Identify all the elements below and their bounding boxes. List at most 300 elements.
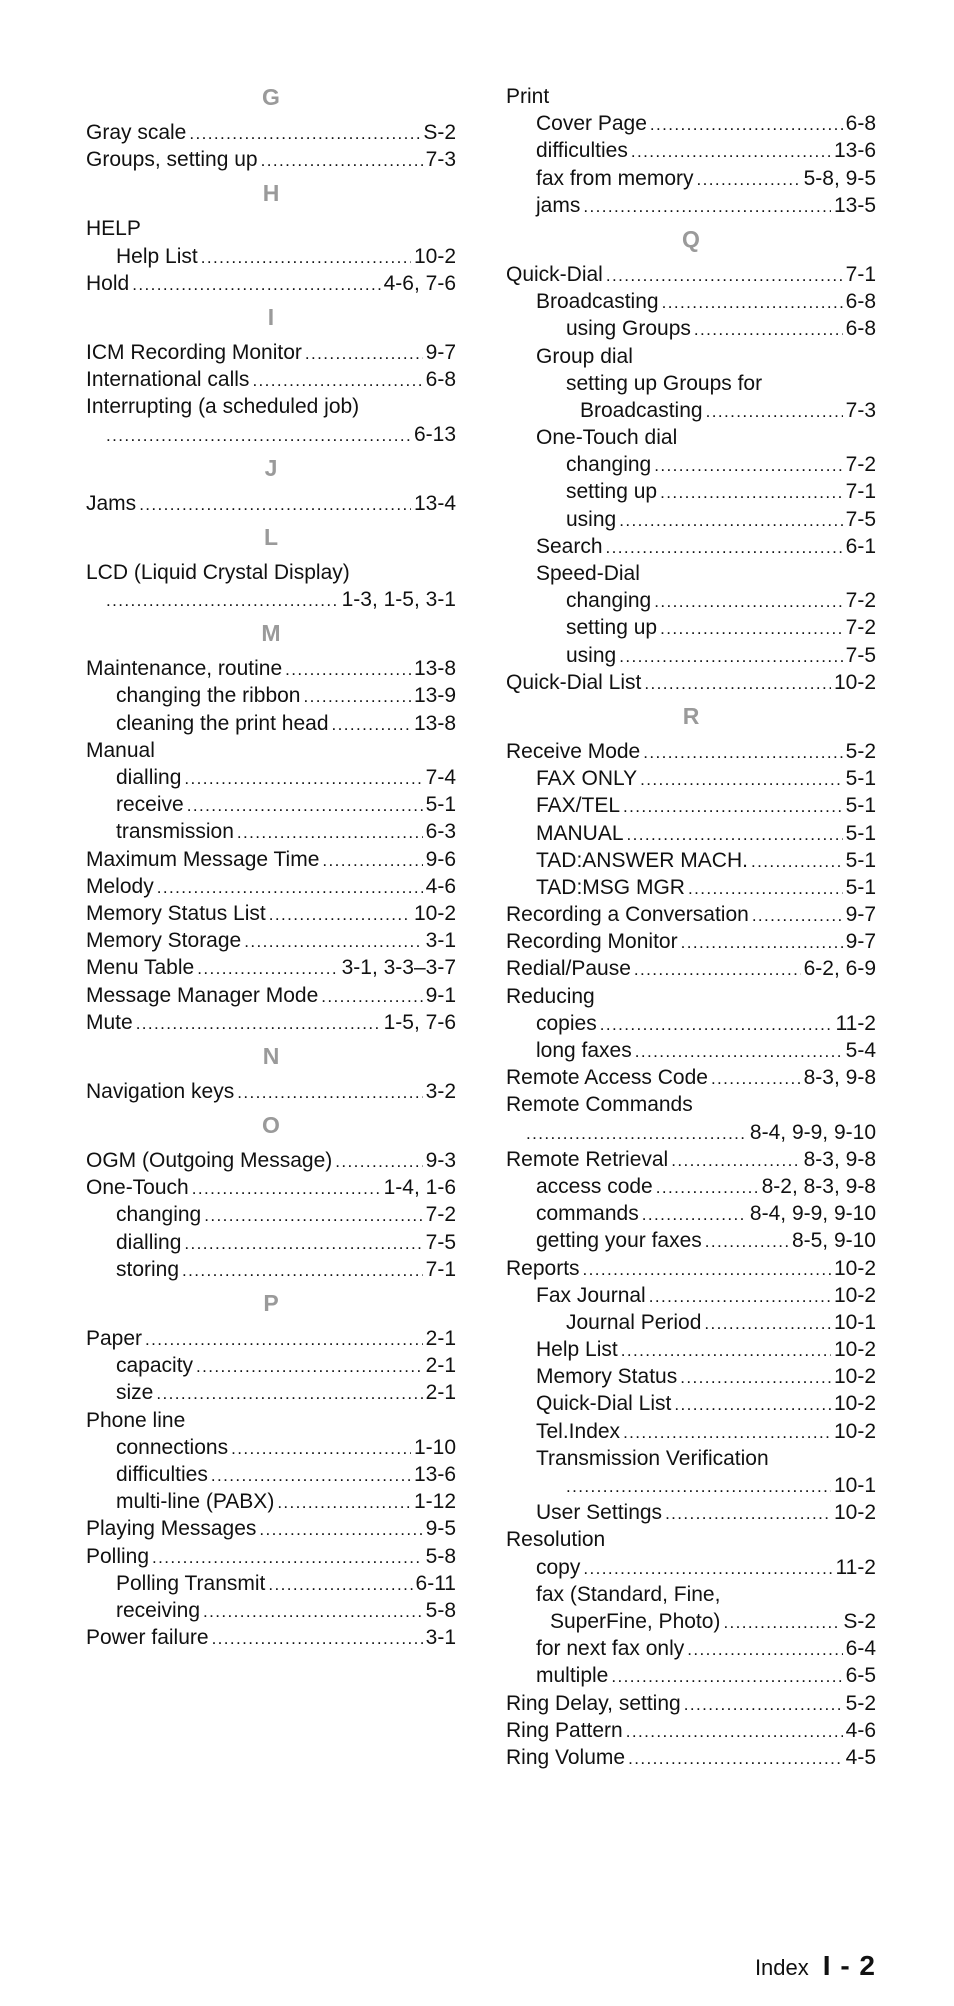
dot-leader: [619, 507, 842, 534]
page-reference: 1-4, 1-6: [383, 1176, 456, 1200]
dot-leader: [182, 1257, 423, 1284]
dot-leader: [600, 1011, 833, 1038]
dot-leader: [704, 1310, 831, 1337]
index-entry: [506, 1662, 876, 1689]
dot-leader: [136, 1010, 381, 1037]
page-reference: 7-4: [425, 766, 456, 789]
index-term: Ring Pattern: [506, 1718, 623, 1742]
page-reference: 7-2: [845, 616, 876, 640]
dot-leader: [628, 1745, 843, 1772]
index-term: Remote Access Code: [506, 1066, 708, 1090]
dot-leader: [211, 1462, 411, 1489]
index-term: copies: [536, 1011, 597, 1035]
page-reference: S-2: [843, 1609, 876, 1633]
index-term: Speed-Dial: [536, 562, 640, 585]
page-reference: 9-7: [425, 340, 456, 364]
index-letter-heading: O: [262, 1112, 280, 1139]
dot-leader: [184, 1230, 422, 1257]
page-reference: 7-1: [425, 1257, 456, 1281]
index-term: commands: [536, 1202, 639, 1226]
page-reference: 10-1: [833, 1310, 876, 1334]
dot-leader: [644, 670, 831, 697]
dot-leader: [268, 1571, 412, 1598]
index-column-left: [86, 83, 456, 1651]
page-reference: 7-2: [845, 589, 876, 613]
index-term: Navigation keys: [86, 1079, 235, 1103]
index-entry: [506, 587, 876, 614]
dot-leader: [269, 901, 411, 928]
index-entry: [506, 1064, 876, 1091]
dot-leader: [662, 289, 843, 316]
index-term: changing: [566, 453, 652, 477]
index-letter-heading: H: [262, 180, 280, 207]
page-reference: 5-8: [425, 1598, 456, 1622]
index-term: One-Touch: [86, 1176, 189, 1200]
page-reference: 1-10: [413, 1435, 456, 1459]
index-term: Phone line: [86, 1408, 186, 1432]
index-letter-heading: Q: [682, 225, 700, 252]
page-footer: [755, 1950, 876, 1982]
page-reference: 11-2: [835, 1011, 876, 1035]
index-entry: [506, 110, 876, 137]
index-entry: [86, 339, 456, 366]
page-reference: 7-1: [845, 262, 876, 286]
index-term: difficulties: [116, 1462, 208, 1486]
index-term: Reports: [506, 1256, 580, 1280]
page-reference: 13-8: [413, 657, 456, 681]
page-reference: 3-1: [425, 1626, 456, 1650]
index-letter-heading: R: [682, 702, 700, 729]
dot-leader: [752, 902, 843, 929]
page-reference: 9-7: [845, 903, 876, 927]
dot-leader: [671, 1147, 800, 1174]
dot-leader: [152, 1544, 423, 1571]
index-letter-heading: P: [263, 1290, 279, 1316]
index-entry: [506, 1227, 876, 1254]
index-term: difficulties: [536, 139, 628, 163]
page-reference: 6-5: [845, 1664, 876, 1688]
index-entry: [86, 954, 456, 981]
page-reference: 8-4, 9-9, 9-10: [749, 1120, 876, 1144]
page-reference: 6-1: [845, 534, 876, 558]
index-term: ICM Recording Monitor: [86, 340, 302, 364]
index-term: storing: [116, 1257, 180, 1281]
index-entry: [506, 1554, 876, 1581]
index-term: Remote Commands: [506, 1093, 693, 1117]
index-term: HELP: [86, 217, 141, 241]
dot-leader: [157, 874, 423, 901]
page-reference: 11-2: [835, 1555, 876, 1579]
dot-leader: [627, 821, 843, 848]
dot-leader: [680, 1364, 831, 1391]
dot-leader: [706, 398, 843, 425]
index-term: Maintenance, routine: [86, 657, 283, 681]
page-reference: 6-8: [425, 368, 456, 392]
index-term: changing: [116, 1203, 202, 1227]
dot-leader: [285, 656, 411, 683]
page-reference: 13-6: [413, 1462, 456, 1486]
index-entry: [86, 1434, 456, 1461]
page-reference: 5-1: [845, 767, 876, 791]
dot-leader: [694, 316, 843, 343]
page-reference: 9-7: [845, 930, 876, 954]
dot-leader: [660, 615, 843, 642]
page-reference: 5-1: [845, 794, 876, 818]
index-term: Menu Table: [86, 956, 195, 980]
dot-leader: [606, 534, 843, 561]
page-reference: 10-2: [833, 1392, 876, 1416]
index-term: FAX/TEL: [536, 794, 621, 818]
index-term: Paper: [86, 1327, 143, 1350]
index-entry: [86, 737, 456, 764]
dot-leader: [635, 1038, 843, 1065]
index-term: Melody: [86, 874, 154, 898]
page-number: I - 2: [822, 1950, 876, 1981]
index-term: Recording Monitor: [506, 930, 678, 954]
index-term: Groups, setting up: [86, 148, 258, 172]
index-term: Help List: [536, 1338, 618, 1362]
index-term: Hold: [86, 271, 130, 295]
index-entry: [86, 146, 456, 173]
page-reference: 4-6: [425, 874, 456, 898]
index-term: Manual: [86, 738, 155, 762]
index-term: Group dial: [536, 344, 633, 368]
dot-leader: [305, 340, 423, 367]
page-reference: 6-3: [425, 820, 456, 844]
page-reference: 7-5: [845, 507, 876, 531]
index-entry: [506, 847, 876, 874]
page-reference: 1-5, 7-6: [383, 1010, 456, 1034]
index-term: using: [566, 643, 617, 667]
index-entry: [86, 900, 456, 927]
index-entry: [506, 424, 876, 451]
dot-leader: [212, 1625, 423, 1652]
index-term: Transmission Verification: [536, 1446, 769, 1470]
index-entry: [86, 1624, 456, 1651]
index-term: FAX ONLY: [536, 767, 638, 791]
page-reference: 4-6: [845, 1718, 876, 1742]
page-reference: 6-13: [413, 422, 456, 446]
index-letter-heading: J: [264, 454, 278, 481]
index-term: One-Touch dial: [536, 426, 678, 450]
page-reference: 7-5: [425, 1230, 456, 1254]
dot-leader: [650, 111, 843, 138]
index-term: access code: [536, 1174, 653, 1198]
dot-leader: [244, 928, 422, 955]
index-term: multi-line (PABX): [116, 1490, 275, 1514]
page-reference: 6-8: [845, 112, 876, 136]
index-entry: [506, 1173, 876, 1200]
index-entry: [86, 215, 456, 242]
index-entry: [506, 261, 876, 288]
index-entry: [506, 533, 876, 560]
index-term: MANUAL: [536, 821, 624, 845]
page-reference: 3-2: [425, 1079, 456, 1103]
index-entry: [506, 928, 876, 955]
index-term: setting up: [566, 616, 658, 640]
dot-leader: [621, 1337, 831, 1364]
index-term: Receive Mode: [506, 739, 641, 763]
index-term: Quick-Dial: [506, 262, 603, 286]
dot-leader: [106, 587, 339, 614]
index-term: Cover Page: [536, 112, 647, 136]
index-entry: [506, 1526, 876, 1553]
index-term: International calls: [86, 368, 250, 392]
index-term: Broadcasting: [536, 290, 659, 314]
index-letter-heading: L: [263, 523, 279, 550]
page-reference: 8-3, 9-8: [803, 1066, 876, 1090]
page-reference: 13-9: [413, 684, 456, 708]
page-reference: 6-2, 6-9: [803, 957, 876, 981]
index-entry: [86, 1597, 456, 1624]
dot-leader: [640, 766, 842, 793]
index-term: Memory Status List: [86, 901, 266, 925]
page-reference: 8-5, 9-10: [791, 1229, 876, 1253]
index-term: Polling Transmit: [116, 1571, 266, 1595]
index-entry: [86, 490, 456, 517]
dot-leader: [156, 1380, 422, 1407]
index-entry: [86, 1201, 456, 1228]
dot-leader: [261, 147, 423, 174]
index-entry: [86, 243, 456, 270]
index-term: setting up Groups for: [566, 371, 763, 395]
page-reference: 9-5: [425, 1517, 456, 1541]
index-term: fax (Standard, Fine,: [536, 1582, 721, 1606]
dot-leader: [705, 1228, 789, 1255]
index-entry: [86, 1570, 456, 1597]
dot-leader: [583, 1555, 832, 1582]
index-term: Gray scale: [86, 121, 187, 144]
index-term: copy: [536, 1555, 581, 1579]
dot-leader: [197, 955, 338, 982]
index-term: Reducing: [506, 984, 595, 1008]
page-reference: 10-2: [833, 670, 876, 694]
dot-leader: [688, 875, 843, 902]
dot-leader: [654, 452, 842, 479]
dot-leader: [187, 792, 423, 819]
page-reference: 4-6, 7-6: [383, 271, 456, 295]
index-entry: [506, 370, 876, 397]
index-entry: [86, 1009, 456, 1036]
page-reference: 10-2: [833, 1365, 876, 1389]
index-entry: [86, 586, 456, 613]
page-reference: 5-1: [425, 793, 456, 817]
index-entry: [86, 559, 456, 586]
index-entry: [506, 1445, 876, 1472]
index-term: Mute: [86, 1010, 133, 1034]
index-entry: [506, 1119, 876, 1146]
dot-leader: [196, 1353, 423, 1380]
page-reference: 7-5: [845, 643, 876, 667]
index-term: Jams: [86, 491, 137, 515]
page-reference: 13-5: [833, 193, 876, 217]
page-reference: S-2: [423, 121, 456, 144]
dot-leader: [201, 244, 411, 271]
page-reference: 5-8, 9-5: [803, 166, 876, 190]
index-term: jams: [536, 193, 581, 217]
index-term: setting up: [566, 480, 658, 504]
page-reference: 9-1: [425, 983, 456, 1007]
index-term: connections: [116, 1435, 229, 1459]
dot-leader: [649, 1283, 831, 1310]
index-term: Memory Status: [536, 1365, 678, 1389]
index-term: Help List: [116, 244, 198, 268]
index-term: Resolution: [506, 1528, 606, 1552]
dot-leader: [192, 1175, 381, 1202]
page-reference: 5-8: [425, 1544, 456, 1568]
page-reference: 4-5: [845, 1745, 876, 1769]
index-term: TAD:MSG MGR: [536, 875, 685, 899]
dot-leader: [642, 1201, 747, 1228]
page-reference: 7-2: [845, 453, 876, 477]
dot-leader: [184, 765, 422, 792]
index-entry: [86, 1229, 456, 1256]
page-reference: 10-2: [833, 1338, 876, 1362]
index-term: Quick-Dial List: [536, 1392, 672, 1416]
index-entry: [86, 421, 456, 448]
index-term: Quick-Dial List: [506, 670, 642, 694]
page-reference: 13-8: [413, 711, 456, 735]
dot-leader: [687, 1636, 842, 1663]
dot-leader: [634, 956, 801, 983]
index-term: for next fax only: [536, 1637, 685, 1661]
index-entry: [506, 1744, 876, 1771]
index-term: Remote Retrieval: [506, 1147, 669, 1171]
index-term: SuperFine, Photo): [550, 1609, 721, 1633]
page-reference: 10-2: [833, 1283, 876, 1307]
index-entry: [86, 393, 456, 420]
dot-leader: [751, 848, 843, 875]
dot-leader: [252, 367, 422, 394]
dot-leader: [681, 929, 843, 956]
index-entry: [506, 1200, 876, 1227]
index-term: fax from memory: [536, 166, 694, 190]
index-term: dialling: [116, 1230, 182, 1254]
index-term: Search: [536, 534, 603, 558]
index-entry: [506, 560, 876, 587]
dot-leader: [189, 120, 420, 147]
index-letter-heading: M: [261, 620, 281, 647]
index-term: Playing Messages: [86, 1517, 257, 1541]
index-term: Polling: [86, 1544, 150, 1568]
page-reference: 10-2: [833, 1419, 876, 1443]
page-reference: 10-2: [833, 1256, 876, 1280]
index-entry: [506, 642, 876, 669]
dot-leader: [204, 1202, 422, 1229]
index-entry: [506, 165, 876, 192]
index-entry: [506, 614, 876, 641]
dot-leader: [259, 1516, 422, 1543]
index-entry: [506, 1581, 876, 1608]
index-entry: [506, 1091, 876, 1118]
page-reference: 5-2: [845, 1691, 876, 1715]
index-entry: [86, 1352, 456, 1379]
index-term: User Settings: [536, 1501, 663, 1525]
page-reference: 10-1: [833, 1474, 876, 1497]
page-reference: 10-2: [413, 901, 456, 925]
index-term: Recording a Conversation: [506, 903, 749, 927]
page-reference: 6-4: [845, 1637, 876, 1661]
index-entry: [506, 1608, 876, 1635]
index-entry: [86, 982, 456, 1009]
index-entry: [506, 1282, 876, 1309]
index-term: changing the ribbon: [116, 684, 301, 708]
index-letter-heading: G: [262, 84, 280, 110]
index-entry: [506, 343, 876, 370]
dot-leader: [654, 588, 842, 615]
dot-leader: [526, 1120, 747, 1147]
index-entry: [506, 288, 876, 315]
index-entry: [506, 83, 876, 110]
index-entry: [506, 397, 876, 424]
page-reference: 5-2: [845, 739, 876, 763]
index-entry: [506, 192, 876, 219]
index-entry: [86, 791, 456, 818]
index-term: size: [116, 1381, 154, 1405]
dot-leader: [583, 193, 831, 220]
index-entry: [86, 655, 456, 682]
index-entry: [506, 738, 876, 765]
index-entry: [506, 1390, 876, 1417]
index-entry: [86, 818, 456, 845]
dot-leader: [631, 138, 831, 165]
index-entry: [506, 506, 876, 533]
index-entry: [86, 710, 456, 737]
dot-leader: [321, 983, 422, 1010]
index-entry: [86, 846, 456, 873]
index-term: Maximum Message Time: [86, 847, 320, 871]
page-reference: 9-6: [425, 847, 456, 871]
index-entry: [506, 315, 876, 342]
page-reference: 8-3, 9-8: [803, 1147, 876, 1171]
index-term: TAD:ANSWER MACH.: [536, 848, 748, 872]
index-term: Ring Delay, setting: [506, 1691, 681, 1715]
page-reference: 10-2: [413, 244, 456, 268]
dot-leader: [723, 1609, 840, 1636]
dot-leader: [623, 793, 843, 820]
index-entry: [506, 451, 876, 478]
index-entry: [86, 682, 456, 709]
index-entry: [86, 1256, 456, 1283]
dot-leader: [322, 847, 422, 874]
index-term: Print: [506, 85, 550, 108]
page-reference: 13-6: [833, 139, 876, 163]
dot-leader: [611, 1663, 842, 1690]
dot-leader: [335, 1148, 422, 1175]
index-entry: [86, 1407, 456, 1434]
page-reference: 1-3, 1-5, 3-1: [341, 588, 456, 612]
page-reference: 5-1: [845, 875, 876, 899]
dot-leader: [656, 1174, 759, 1201]
index-entry: [506, 1336, 876, 1363]
index-entry: [506, 901, 876, 928]
index-entry: [506, 1472, 876, 1499]
index-entry: [506, 820, 876, 847]
index-term: multiple: [536, 1664, 609, 1688]
index-entry: [506, 1418, 876, 1445]
index-entry: [506, 1363, 876, 1390]
page-reference: 5-1: [845, 821, 876, 845]
index-letter-heading: N: [262, 1042, 280, 1069]
index-entry: [506, 1010, 876, 1037]
dot-leader: [237, 1079, 422, 1106]
page-reference: 2-1: [425, 1327, 456, 1350]
index-entry: [86, 1379, 456, 1406]
index-term: Ring Volume: [506, 1745, 626, 1769]
index-entry: [86, 1147, 456, 1174]
dot-leader: [277, 1489, 411, 1516]
index-term: OGM (Outgoing Message): [86, 1149, 333, 1173]
